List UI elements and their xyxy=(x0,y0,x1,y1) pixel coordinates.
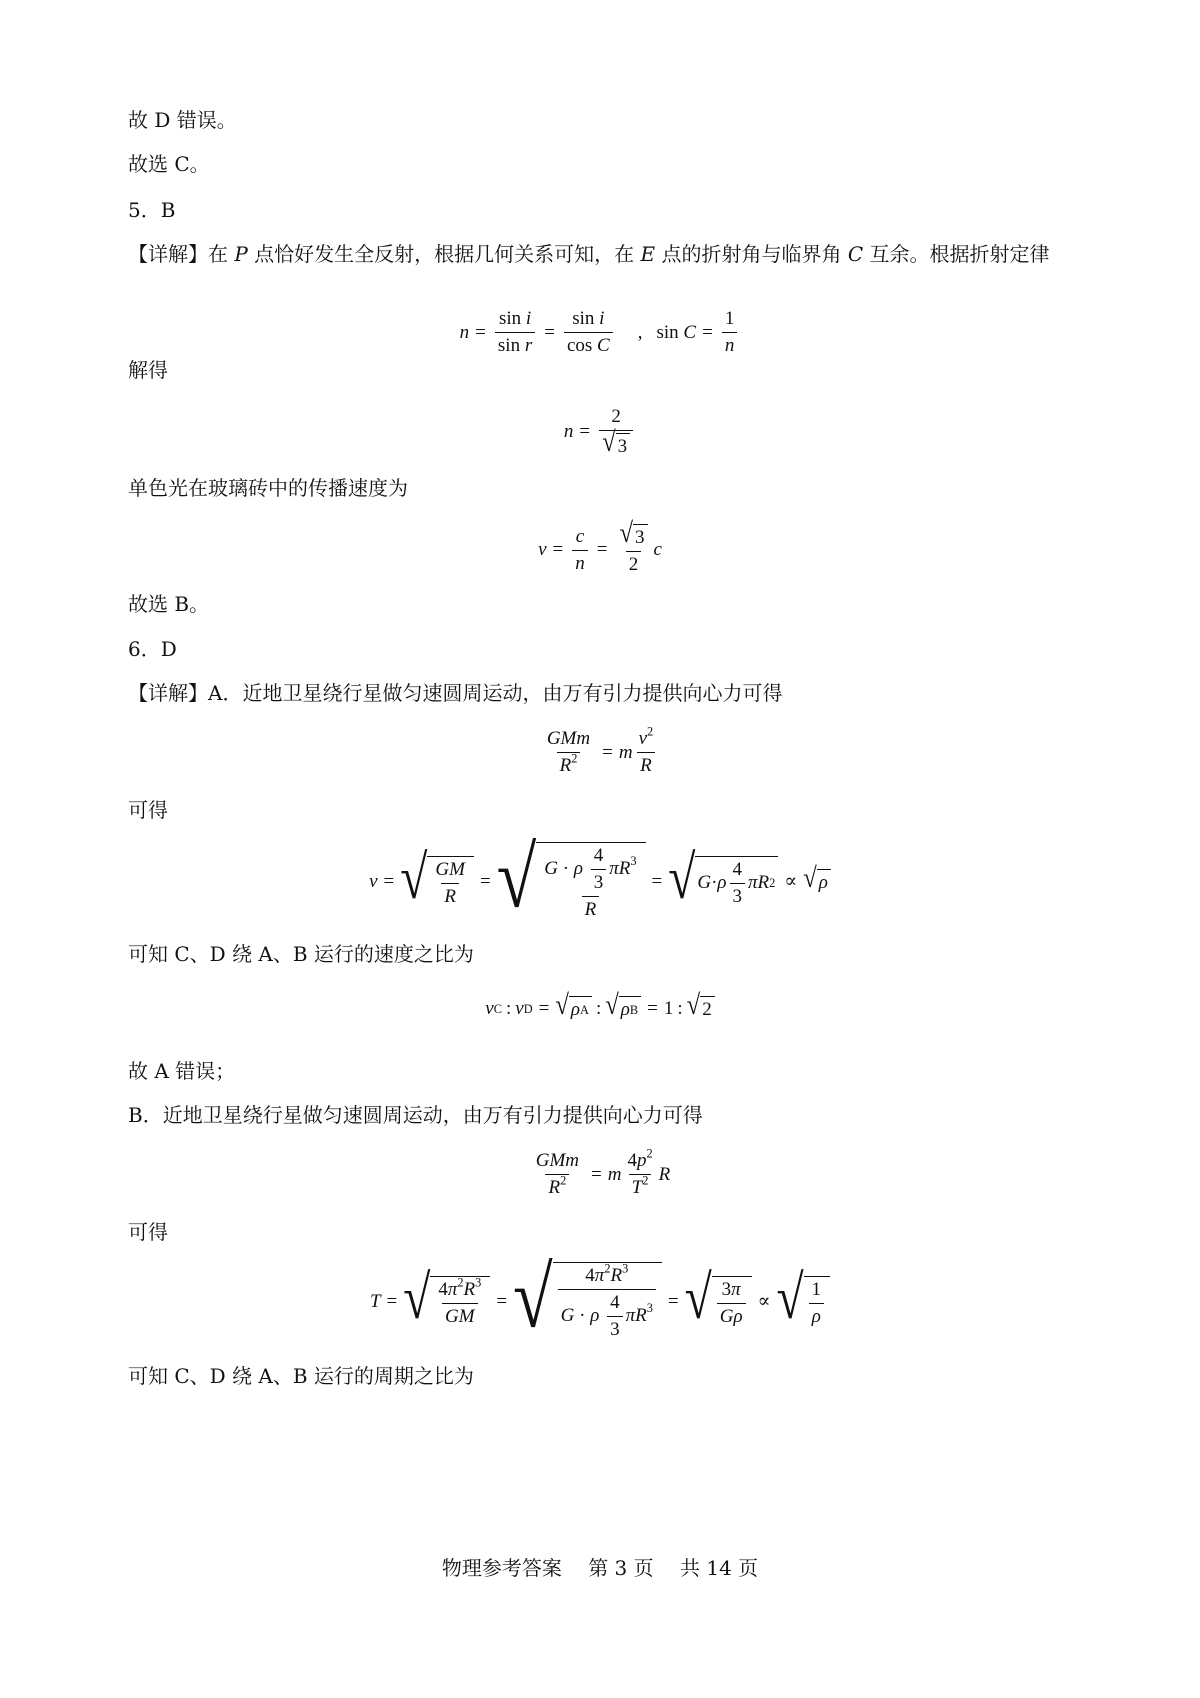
equation-velocity-density: v = √ $\frac{GM}{R}$ = √ G · ρ $\frac{4}{3}$ $\pi R^3$ R = √ G · ρ $\frac{4}{3}$ πR 2 ∝ √ ρ xyxy=(0,842,1200,921)
text-line: 故选 C。 xyxy=(128,152,210,176)
text-fragment: 互余。根据折射定律 xyxy=(863,242,1050,266)
question-number: 6．D xyxy=(128,637,177,661)
point-label: E xyxy=(640,242,656,266)
text-line: 故 D 错误。 xyxy=(128,108,237,132)
text-fragment: 在 xyxy=(208,242,235,266)
footer-page-number: 第 3 页 xyxy=(588,1556,654,1580)
text-line: 可得 xyxy=(128,1220,168,1244)
text-line: 单色光在玻璃砖中的传播速度为 xyxy=(128,476,408,500)
equation-index-result: n = 2 √ 3 xyxy=(0,406,1200,458)
text-line: 故 A 错误； xyxy=(128,1059,236,1083)
text-line: 可知 C、D 绕 A、B 运行的速度之比为 xyxy=(128,942,474,966)
equation-refraction: n = $\frac{\text{sin i}}{\text{sin r}}$ = $\frac{\text{sin i}}{\text{cos C}}$ , sin C = $\frac{1}{n}$ xyxy=(0,308,1200,357)
explanation-tag: 【详解】 xyxy=(128,681,208,705)
equation-gravity-period: $\frac{\text{GMm}}{R^2}$ = m $\frac{4p^2}{T^2}$ R xyxy=(535,1146,671,1198)
text-line: 可知 C、D 绕 A、B 运行的周期之比为 xyxy=(128,1364,474,1388)
text-line: 可得 xyxy=(128,798,168,822)
text-line: B．近地卫星绕行星做匀速圆周运动，由万有引力提供向心力可得 xyxy=(128,1103,703,1127)
equation-gravity-velocity: $\frac{\text{GMm}}{R^2}$ = m $\frac{v^2}{R}$ xyxy=(546,724,654,776)
explanation-line xyxy=(128,681,782,705)
footer-subject: 物理参考答案 xyxy=(441,1556,562,1580)
text-fragment: 点恰好发生全反射，根据几何关系可知，在 xyxy=(247,242,641,266)
page-footer xyxy=(0,1552,1200,1581)
equation-light-speed: v = $\frac{c}{n}$ = √ 3 2 c xyxy=(538,518,662,575)
text-fragment: A．近地卫星绕行星做匀速圆周运动，由万有引力提供向心力可得 xyxy=(208,681,783,705)
equation-period-density: T = √ $\frac{4\pi^2R^3}{GM}$ = √ $4\pi^2R^3$ G · ρ $\frac{4}{3}$ $\pi R^3$ = √ $\frac{3\pi}{G\rho}$ ∝ √ $\frac{1}{\rho}$ xyxy=(0,1262,1200,1341)
text-line: 解得 xyxy=(128,358,168,382)
point-label: P xyxy=(234,242,248,266)
text-fragment: 点的折射角与临界角 xyxy=(655,242,848,266)
equation-velocity-ratio: v C : v D = √ ρ A : √ ρ B = 1 : √ 2 xyxy=(0,996,1200,1021)
footer-total-pages: 共 14 页 xyxy=(680,1556,759,1580)
question-number: 5．B xyxy=(128,198,176,222)
angle-label: C xyxy=(847,242,864,266)
explanation-tag: 【详解】 xyxy=(128,242,208,266)
explanation-line xyxy=(128,242,1050,266)
text-line: 故选 B。 xyxy=(128,592,210,616)
